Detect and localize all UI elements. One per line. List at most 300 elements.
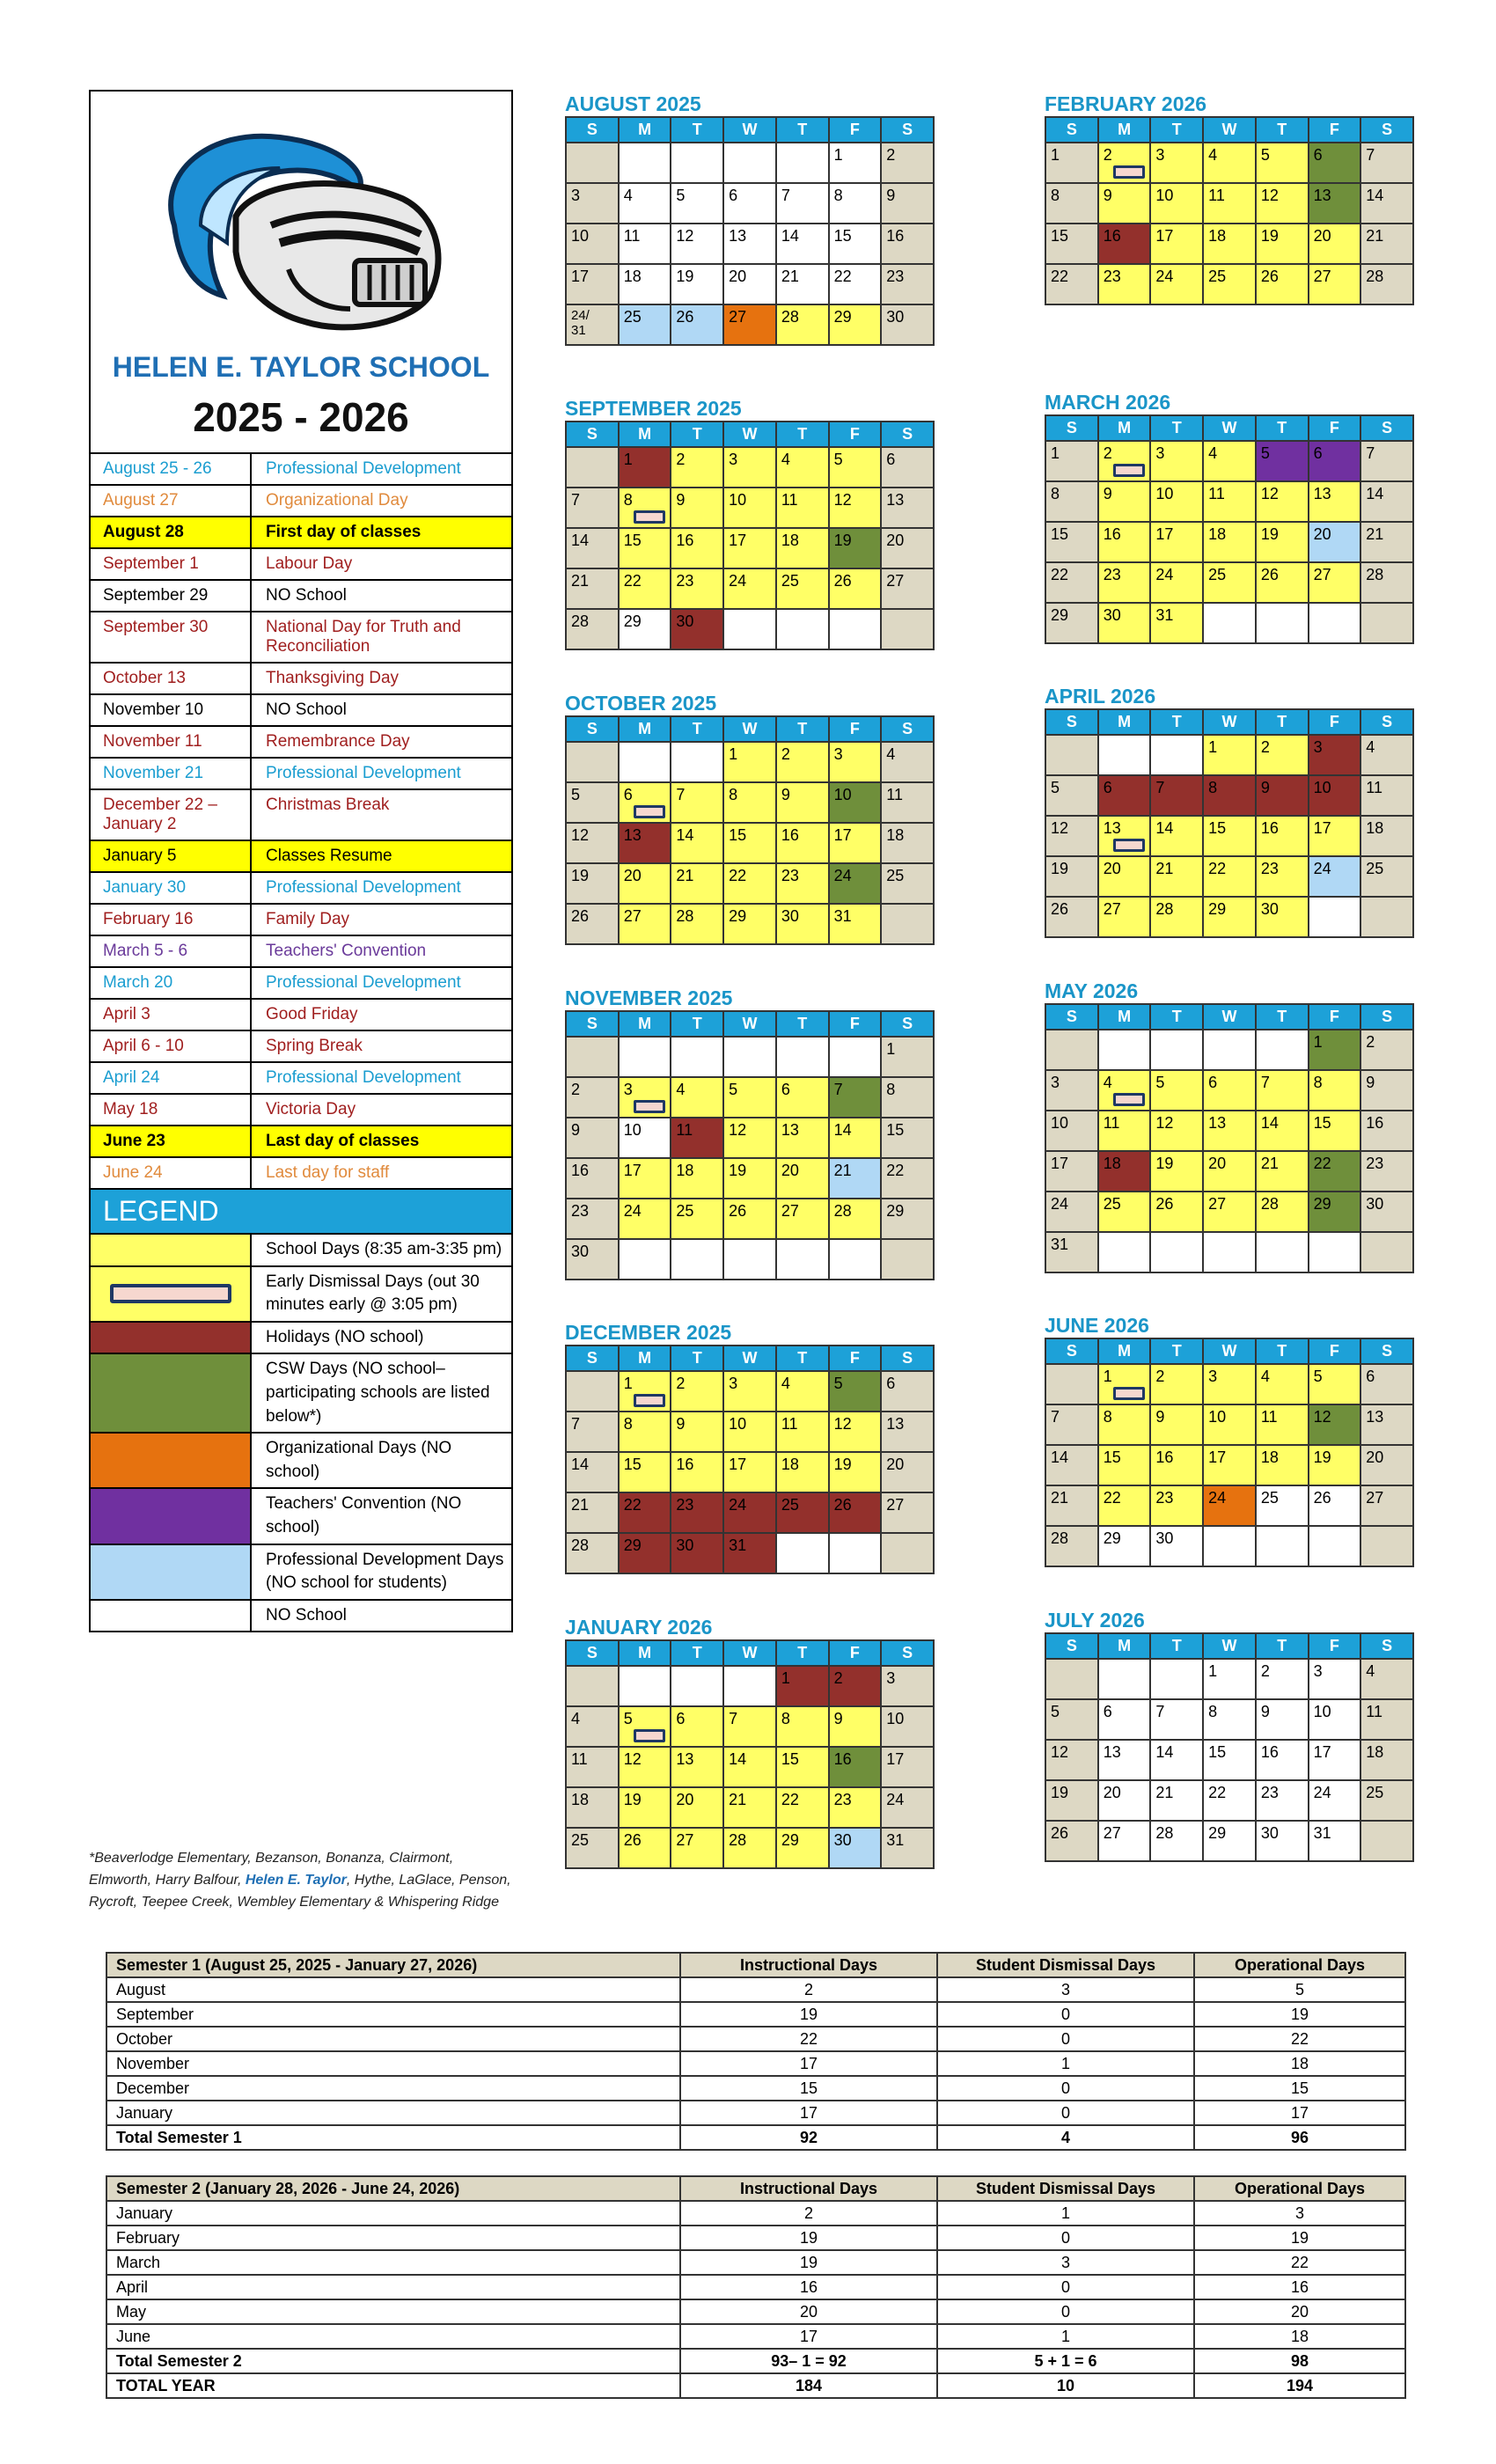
- day-number: 6: [676, 1710, 686, 1727]
- day-cell: [671, 569, 722, 608]
- day-number: 23: [781, 867, 799, 884]
- day-number: 12: [833, 491, 852, 509]
- summary-cell: 19: [680, 2002, 937, 2027]
- day-cell: [1151, 898, 1202, 936]
- summary-row: [106, 2324, 1405, 2349]
- day-number: 12: [729, 1121, 747, 1139]
- day-number: 7: [1051, 1408, 1060, 1426]
- weekday-header: T: [671, 422, 722, 446]
- day-number: 4: [1260, 1368, 1270, 1385]
- summary-cell: 93– 1 = 92: [680, 2349, 937, 2373]
- event-row: [91, 695, 511, 727]
- day-number: 18: [781, 1456, 799, 1473]
- day-cell: [777, 265, 828, 304]
- summary-cell: Total Semester 2: [106, 2349, 680, 2373]
- month-calendar: [565, 691, 935, 945]
- day-number: 23: [1260, 1784, 1279, 1801]
- event-date: October 13: [91, 664, 252, 693]
- legend-item-pd: [91, 1545, 511, 1601]
- day-cell: [882, 529, 933, 568]
- day-cell: [1361, 1233, 1412, 1272]
- event-description: Labour Day: [266, 554, 353, 573]
- weekday-header: M: [620, 118, 671, 142]
- day-number: 7: [1155, 1703, 1165, 1720]
- day-cell: [1046, 482, 1097, 521]
- day-cell: [1099, 265, 1150, 304]
- day-cell: [671, 184, 722, 223]
- day-cell: [1151, 1660, 1202, 1698]
- month-title: SEPTEMBER 2025: [565, 397, 742, 420]
- day-number: 2: [676, 1375, 686, 1392]
- day-cell: [620, 1534, 671, 1573]
- day-cell: [1046, 736, 1097, 774]
- day-number: 12: [833, 1415, 852, 1433]
- day-number: 24: [729, 572, 747, 590]
- summary-cell: June: [106, 2324, 680, 2349]
- summary-cell: 22: [1194, 2250, 1405, 2275]
- event-description: Last day of classes: [266, 1132, 420, 1150]
- day-cell: [1361, 1822, 1412, 1860]
- day-cell: [620, 1038, 671, 1076]
- day-number: 7: [1260, 1074, 1270, 1091]
- day-number: 29: [1208, 900, 1227, 918]
- summary-cell: 19: [1194, 2226, 1405, 2250]
- weekday-header: S: [1361, 710, 1412, 734]
- summary-cell: February: [106, 2226, 680, 2250]
- day-number: 10: [1155, 485, 1174, 502]
- spacer-row: [106, 2150, 1405, 2176]
- day-number: 1: [886, 1040, 896, 1058]
- day-cell: [567, 1412, 618, 1451]
- day-number: 22: [781, 1791, 799, 1808]
- day-number: 2: [781, 745, 790, 763]
- day-cell: [1361, 776, 1412, 815]
- event-description: Victoria Day: [266, 1100, 356, 1118]
- day-cell: [777, 529, 828, 568]
- day-cell: [1257, 1822, 1308, 1860]
- day-number: 17: [886, 1750, 905, 1768]
- day-number: 26: [1051, 1824, 1069, 1842]
- day-number: 13: [1366, 1408, 1384, 1426]
- day-number: 14: [1155, 1743, 1174, 1761]
- day-cell: [620, 1667, 671, 1705]
- day-cell: [567, 610, 618, 649]
- csw-footnote: [89, 1848, 513, 1913]
- day-cell: [671, 1240, 722, 1279]
- day-cell: [1361, 1030, 1412, 1069]
- day-cell: [620, 1412, 671, 1451]
- day-cell: [671, 743, 722, 781]
- day-number: 22: [1208, 860, 1227, 877]
- day-number: 6: [886, 451, 896, 468]
- day-cell: [830, 1412, 881, 1451]
- day-number: 1: [1051, 146, 1060, 164]
- day-number: 24: [729, 1496, 747, 1514]
- summary-cell: 18: [1194, 2324, 1405, 2349]
- event-description: NO School: [266, 700, 347, 719]
- day-cell: [1257, 1781, 1308, 1820]
- day-cell: [1099, 482, 1150, 521]
- day-number: 14: [781, 227, 799, 245]
- weekday-header: F: [830, 118, 881, 142]
- weekday-header: T: [777, 1012, 828, 1036]
- day-number: 16: [1155, 1448, 1174, 1466]
- summary-row: [106, 1977, 1405, 2002]
- day-cell: [1257, 1741, 1308, 1779]
- day-number: 13: [886, 1415, 905, 1433]
- day-number: 1: [729, 745, 738, 763]
- day-number: 8: [1051, 485, 1060, 502]
- event-description: NO School: [266, 586, 347, 605]
- summary-row: [106, 2226, 1405, 2250]
- day-number: 12: [676, 227, 694, 245]
- day-number: 13: [1103, 1743, 1121, 1761]
- column-header: Operational Days: [1194, 1953, 1405, 1977]
- summary-row: [106, 2250, 1405, 2275]
- day-number: 3: [1155, 444, 1165, 462]
- weekday-header: T: [671, 1641, 722, 1665]
- day-number: 2: [1260, 738, 1270, 756]
- day-cell: [1046, 143, 1097, 182]
- day-number: 25: [1366, 860, 1384, 877]
- day-number: 5: [676, 187, 686, 204]
- day-number: 7: [729, 1710, 738, 1727]
- day-cell: [1361, 817, 1412, 855]
- legend-label: Organizational Days (NO school): [266, 1439, 452, 1481]
- day-number: 20: [1208, 1155, 1227, 1172]
- day-cell: [724, 1372, 775, 1411]
- day-number: 1: [1051, 444, 1060, 462]
- day-number: 1: [623, 1375, 633, 1392]
- summary-cell: 10: [937, 2373, 1194, 2398]
- day-number: 22: [833, 268, 852, 285]
- day-number: 22: [1051, 566, 1069, 583]
- weekday-header: F: [830, 1641, 881, 1665]
- day-cell: [620, 1493, 671, 1532]
- event-date: June 24: [91, 1158, 252, 1188]
- day-cell: [1099, 1446, 1150, 1485]
- day-cell: [1099, 857, 1150, 896]
- legend-swatch: [91, 1323, 252, 1353]
- day-number: 6: [1103, 779, 1112, 796]
- day-number: 31: [833, 907, 852, 925]
- weekday-header: S: [882, 717, 933, 741]
- day-cell: [777, 1707, 828, 1746]
- day-number: 2: [1103, 146, 1112, 164]
- day-number: 2: [676, 451, 686, 468]
- day-cell: [1151, 1527, 1202, 1566]
- legend-title: LEGEND: [91, 1190, 511, 1235]
- day-cell: [882, 488, 933, 527]
- weekday-header: S: [1046, 1005, 1097, 1029]
- day-number: 27: [886, 572, 905, 590]
- day-cell: [1046, 1486, 1097, 1525]
- day-number: 24: [1155, 566, 1174, 583]
- day-cell: [1309, 1192, 1360, 1231]
- day-cell: [1099, 1152, 1150, 1191]
- day-number: 1: [1208, 1662, 1218, 1680]
- day-cell: [882, 1199, 933, 1238]
- day-cell: [830, 488, 881, 527]
- day-number: 9: [571, 1121, 581, 1139]
- day-number: 14: [729, 1750, 747, 1768]
- day-cell: [1204, 1233, 1255, 1272]
- day-cell: [1204, 736, 1255, 774]
- day-number: 16: [676, 1456, 694, 1473]
- day-number: 20: [1103, 860, 1121, 877]
- day-cell: [724, 488, 775, 527]
- day-cell: [882, 1078, 933, 1117]
- weekday-header: S: [1361, 118, 1412, 142]
- weekday-header: T: [1151, 710, 1202, 734]
- day-number: 4: [623, 187, 633, 204]
- day-number: 3: [886, 1669, 896, 1687]
- day-number: 9: [676, 1415, 686, 1433]
- day-number: 13: [623, 826, 642, 844]
- column-header: Instructional Days: [680, 1953, 937, 1977]
- day-cell: [1361, 224, 1412, 263]
- day-number: 28: [676, 907, 694, 925]
- legend-item-holiday: [91, 1323, 511, 1355]
- day-cell: [882, 1493, 933, 1532]
- day-number: 7: [1366, 444, 1375, 462]
- day-number: 15: [1103, 1448, 1121, 1466]
- day-number: 24: [623, 1202, 642, 1220]
- school-info-panel: [89, 90, 513, 1632]
- day-cell: [671, 1372, 722, 1411]
- day-number: 1: [1103, 1368, 1112, 1385]
- calendar-grid: [1045, 414, 1414, 644]
- summary-cell: 17: [1194, 2101, 1405, 2125]
- summary-cell: 98: [1194, 2349, 1405, 2373]
- event-date: June 23: [91, 1126, 252, 1156]
- day-cell: [1046, 1405, 1097, 1444]
- weekday-header: W: [724, 1346, 775, 1370]
- day-cell: [1046, 1365, 1097, 1404]
- day-cell: [1257, 184, 1308, 223]
- weekday-header: T: [1257, 710, 1308, 734]
- day-number: 31: [1313, 1824, 1331, 1842]
- summary-cell: 17: [680, 2324, 937, 2349]
- day-number: 9: [886, 187, 896, 204]
- day-cell: [1046, 224, 1097, 263]
- day-number: 14: [1366, 187, 1384, 204]
- day-number: 1: [1208, 738, 1218, 756]
- day-number: 27: [1313, 268, 1331, 285]
- day-cell: [1099, 1192, 1150, 1231]
- day-cell: [1151, 1152, 1202, 1191]
- day-cell: [724, 1118, 775, 1157]
- day-cell: [1361, 1152, 1412, 1191]
- event-description: Professional Development: [266, 1068, 461, 1087]
- day-cell: [620, 1453, 671, 1492]
- day-number: 19: [571, 867, 590, 884]
- month-calendar: [1045, 684, 1414, 938]
- weekday-header: S: [1361, 416, 1412, 440]
- day-cell: [671, 864, 722, 903]
- day-number: 22: [729, 867, 747, 884]
- day-number: 20: [729, 268, 747, 285]
- event-date: November 11: [91, 727, 252, 757]
- event-row: [91, 486, 511, 517]
- day-number: 14: [676, 826, 694, 844]
- day-cell: [620, 1240, 671, 1279]
- day-cell: [882, 224, 933, 263]
- weekday-header: S: [1046, 710, 1097, 734]
- day-number: 7: [571, 491, 581, 509]
- day-number: 19: [729, 1162, 747, 1179]
- weekday-header: W: [1204, 416, 1255, 440]
- event-date: November 21: [91, 759, 252, 788]
- day-number: 7: [571, 1415, 581, 1433]
- day-cell: [1257, 1152, 1308, 1191]
- day-number: 12: [623, 1750, 642, 1768]
- day-number: 2: [1103, 444, 1112, 462]
- calendar-grid: [1045, 1003, 1414, 1273]
- summary-row: [106, 2101, 1405, 2125]
- day-cell: [1309, 1781, 1360, 1820]
- day-number: 4: [571, 1710, 581, 1727]
- summary-cell: 194: [1194, 2373, 1405, 2398]
- day-cell: [671, 529, 722, 568]
- day-cell: [724, 743, 775, 781]
- day-number: 10: [1208, 1408, 1227, 1426]
- event-date: February 16: [91, 905, 252, 935]
- day-number: 16: [571, 1162, 590, 1179]
- summary-cell: 0: [937, 2027, 1194, 2051]
- day-number: 10: [833, 786, 852, 803]
- day-cell: [1204, 563, 1255, 602]
- day-cell: [1099, 604, 1150, 642]
- summary-cell: 5: [1194, 1977, 1405, 2002]
- day-number: 18: [1103, 1155, 1121, 1172]
- day-cell: [1309, 563, 1360, 602]
- event-row: [91, 841, 511, 873]
- day-number: 5: [1313, 1368, 1323, 1385]
- event-date: April 6 - 10: [91, 1031, 252, 1061]
- day-cell: [1204, 1446, 1255, 1485]
- day-number: 28: [1366, 268, 1384, 285]
- day-cell: [1204, 1111, 1255, 1150]
- day-number: 18: [571, 1791, 590, 1808]
- day-cell: [882, 1038, 933, 1076]
- day-number: 8: [781, 1710, 790, 1727]
- day-cell: [1361, 482, 1412, 521]
- day-cell: [1257, 857, 1308, 896]
- day-cell: [620, 743, 671, 781]
- day-number: 9: [833, 1710, 843, 1727]
- day-cell: [777, 305, 828, 344]
- day-number: 12: [1051, 819, 1069, 837]
- day-number: 27: [886, 1496, 905, 1514]
- day-cell: [724, 1534, 775, 1573]
- day-number: 6: [729, 187, 738, 204]
- calendar-grid: [565, 715, 935, 945]
- day-number: 27: [1103, 900, 1121, 918]
- early-dismissal-icon: [634, 805, 665, 818]
- weekday-header: T: [671, 717, 722, 741]
- month-calendar: [565, 986, 935, 1280]
- day-cell: [1257, 482, 1308, 521]
- day-cell: [1257, 1233, 1308, 1272]
- early-dismissal-icon: [1113, 464, 1145, 477]
- weekday-header: T: [777, 1346, 828, 1370]
- summary-row: [106, 2125, 1405, 2150]
- day-number: 29: [833, 308, 852, 326]
- day-cell: [1046, 1741, 1097, 1779]
- day-number: 30: [1155, 1529, 1174, 1547]
- month-title: AUGUST 2025: [565, 92, 701, 115]
- day-cell: [1309, 1152, 1360, 1191]
- day-cell: [777, 1199, 828, 1238]
- column-header: Student Dismissal Days: [937, 2176, 1194, 2201]
- day-number: 13: [886, 491, 905, 509]
- day-number: 8: [1208, 1703, 1218, 1720]
- early-dismissal-icon: [634, 1394, 665, 1407]
- day-cell: [567, 1453, 618, 1492]
- day-cell: [1151, 1365, 1202, 1404]
- day-number: 2: [1260, 1662, 1270, 1680]
- weekday-header: T: [1151, 416, 1202, 440]
- day-cell: [1309, 857, 1360, 896]
- weekday-header: S: [1046, 1634, 1097, 1658]
- day-cell: [830, 265, 881, 304]
- day-number: 12: [1260, 187, 1279, 204]
- month-calendar: [565, 396, 935, 650]
- day-number: 7: [781, 187, 790, 204]
- weekday-header: T: [1257, 118, 1308, 142]
- day-number: 21: [1366, 525, 1384, 543]
- day-number: 20: [1313, 525, 1331, 543]
- day-number: 17: [729, 532, 747, 549]
- weekday-header: T: [671, 1012, 722, 1036]
- day-number: 5: [1260, 146, 1270, 164]
- day-number: 21: [1155, 860, 1174, 877]
- weekday-header: S: [567, 422, 618, 446]
- summary-cell: 3: [1194, 2201, 1405, 2226]
- event-date: April 24: [91, 1063, 252, 1093]
- day-number: 21: [676, 867, 694, 884]
- day-cell: [777, 1159, 828, 1198]
- event-row: [91, 581, 511, 612]
- day-cell: [1204, 265, 1255, 304]
- weekday-header: W: [724, 422, 775, 446]
- day-number: 10: [1051, 1114, 1069, 1132]
- day-cell: [1309, 482, 1360, 521]
- day-cell: [1046, 563, 1097, 602]
- day-cell: [1204, 1527, 1255, 1566]
- summary-row: [106, 2051, 1405, 2076]
- event-row: [91, 905, 511, 936]
- day-cell: [830, 1829, 881, 1867]
- day-cell: [1046, 857, 1097, 896]
- day-number: 23: [1260, 860, 1279, 877]
- event-description: Classes Resume: [266, 847, 392, 865]
- day-cell: [671, 1412, 722, 1451]
- day-cell: [777, 1038, 828, 1076]
- day-cell: [1257, 1700, 1308, 1739]
- day-cell: [567, 1078, 618, 1117]
- weekday-header: M: [1099, 416, 1150, 440]
- day-cell: [1151, 1741, 1202, 1779]
- legend-swatch: [91, 1267, 252, 1321]
- day-cell: [1309, 776, 1360, 815]
- summary-cell: November: [106, 2051, 680, 2076]
- day-number: 26: [1051, 900, 1069, 918]
- day-number: 6: [781, 1081, 790, 1098]
- day-number: 16: [833, 1750, 852, 1768]
- day-number: 25: [781, 572, 799, 590]
